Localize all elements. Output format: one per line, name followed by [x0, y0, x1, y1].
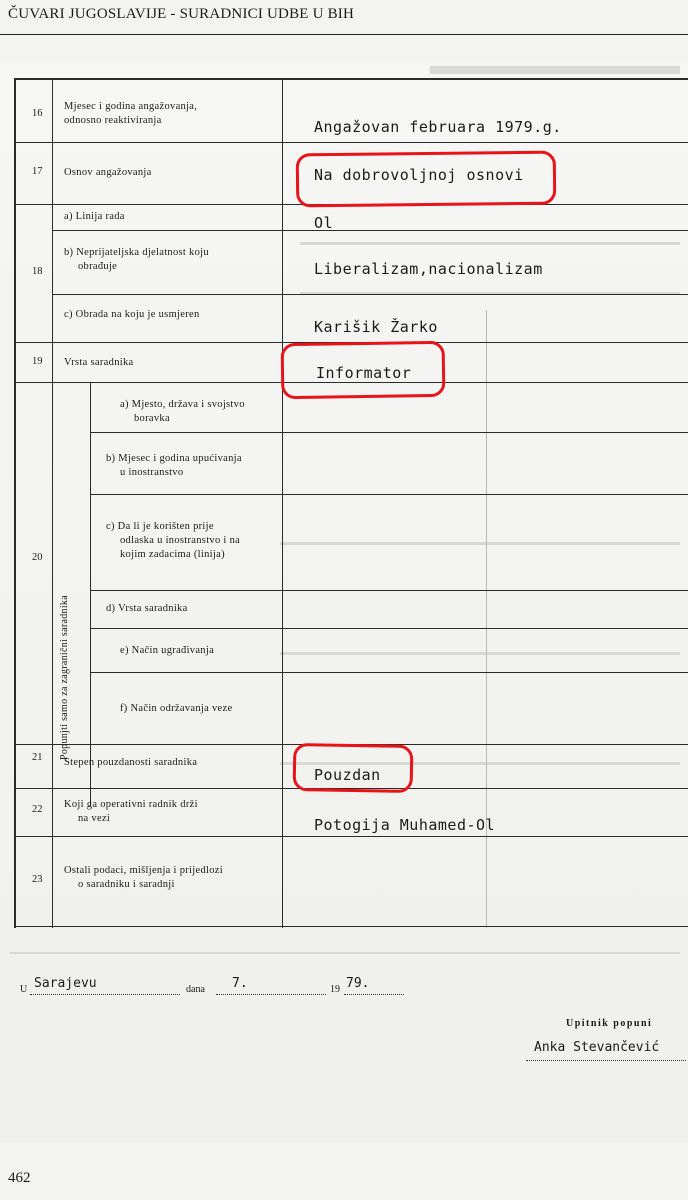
- place-value: Sarajevu: [34, 976, 97, 991]
- row-label: kojim zadacima (linija): [120, 549, 225, 560]
- row-label: d) Vrsta saradnika: [106, 603, 188, 614]
- handler-value: Potogija Muhamed-Ol: [314, 816, 496, 834]
- row-label: Koji ga operativni radnik drži: [64, 799, 198, 810]
- row-number: 23: [32, 874, 43, 885]
- row-label: a) Mjesto, država i svojstvo: [120, 399, 245, 410]
- row-label: boravka: [134, 413, 170, 424]
- header-rule: [0, 34, 688, 35]
- row-label: o saradniku i saradnji: [78, 879, 175, 890]
- row-label: odlaska u inostranstvo i na: [120, 535, 241, 546]
- grid-line: [282, 80, 283, 928]
- ghost-bleed: [430, 66, 680, 74]
- row-label: Mjesec i godina angažovanja,: [64, 101, 198, 112]
- collaborator-type-value: Informator: [316, 364, 412, 382]
- grid-line: [16, 142, 688, 143]
- book-running-header: ČUVARI JUGOSLAVIJE - SURADNICI UDBE U BIH: [8, 6, 355, 22]
- grid-line: [90, 672, 688, 673]
- row-label: e) Način ugrađivanja: [120, 645, 215, 656]
- year-value: 79.: [346, 976, 370, 991]
- row-label: a) Linija rada: [64, 211, 125, 222]
- grid-line: [90, 590, 688, 591]
- row-label: b) Neprijateljska djelatnost koju: [64, 247, 209, 258]
- foreign-collaborator-side-label: Popunjti samo za zagranični saradnika: [59, 595, 70, 760]
- row-label: Vrsta saradnika: [64, 357, 134, 368]
- row-label: b) Mjesec i godina upućivanja: [106, 453, 242, 464]
- ghost-bleed: [10, 952, 680, 954]
- dotted-line: [216, 994, 326, 995]
- row-number: 16: [32, 108, 43, 119]
- red-highlight-circle: [293, 743, 414, 793]
- dotted-line: [526, 1060, 686, 1061]
- row-label: obrađuje: [78, 261, 118, 272]
- grid-line: [90, 432, 688, 433]
- row-label: c) Obrada na koju je usmjeren: [64, 309, 200, 320]
- row-label: Stepen pouzdanosti saradnika: [64, 757, 198, 768]
- dotted-line: [30, 994, 180, 995]
- engagement-basis-value: Na dobrovoljnoj osnovi: [314, 166, 524, 184]
- grid-line: [52, 294, 688, 295]
- row-number: 20: [32, 552, 43, 563]
- row-label: c) Da li je korišten prije: [106, 521, 214, 532]
- row-label: u inostranstvo: [120, 467, 184, 478]
- red-highlight-circle: [296, 151, 557, 208]
- year-prefix: 19: [330, 984, 340, 995]
- row-label: odnosno reaktiviranja: [64, 115, 162, 126]
- row-label: Osnov angažovanja: [64, 167, 152, 178]
- signature-name: Anka Stevančević: [534, 1040, 660, 1055]
- grid-line: [52, 230, 688, 231]
- row-number: 22: [32, 804, 43, 815]
- page-number: 462: [8, 1170, 31, 1186]
- target-subject-value: Karišik Žarko: [314, 318, 438, 336]
- row-number: 17: [32, 166, 43, 177]
- grid-line: [52, 80, 53, 928]
- red-highlight-circle: [281, 341, 446, 399]
- row-number: 18: [32, 266, 43, 277]
- row-label: f) Način održavanja veze: [120, 703, 233, 714]
- date-value: 7.: [232, 976, 248, 991]
- signature-caption: Upitnik popuni: [566, 1018, 653, 1029]
- grid-line: [16, 926, 688, 927]
- work-line-value: Ol: [314, 214, 334, 232]
- row-label: na vezi: [78, 813, 111, 824]
- grid-line: [90, 628, 688, 629]
- engagement-date-value: Angažovan februara 1979.g.: [314, 118, 562, 136]
- date-label: dana: [186, 984, 205, 995]
- row-label: Ostali podaci, mišljenja i prijedlozi: [64, 865, 223, 876]
- place-prefix: U: [20, 984, 28, 995]
- grid-line: [90, 494, 688, 495]
- row-number: 19: [32, 356, 43, 367]
- grid-line: [16, 836, 688, 837]
- reliability-value: Pouzdan: [314, 766, 381, 784]
- dotted-line: [344, 994, 404, 995]
- row-number: 21: [32, 752, 43, 763]
- hostile-activity-value: Liberalizam,nacionalizam: [314, 260, 543, 278]
- grid-line: [90, 382, 91, 806]
